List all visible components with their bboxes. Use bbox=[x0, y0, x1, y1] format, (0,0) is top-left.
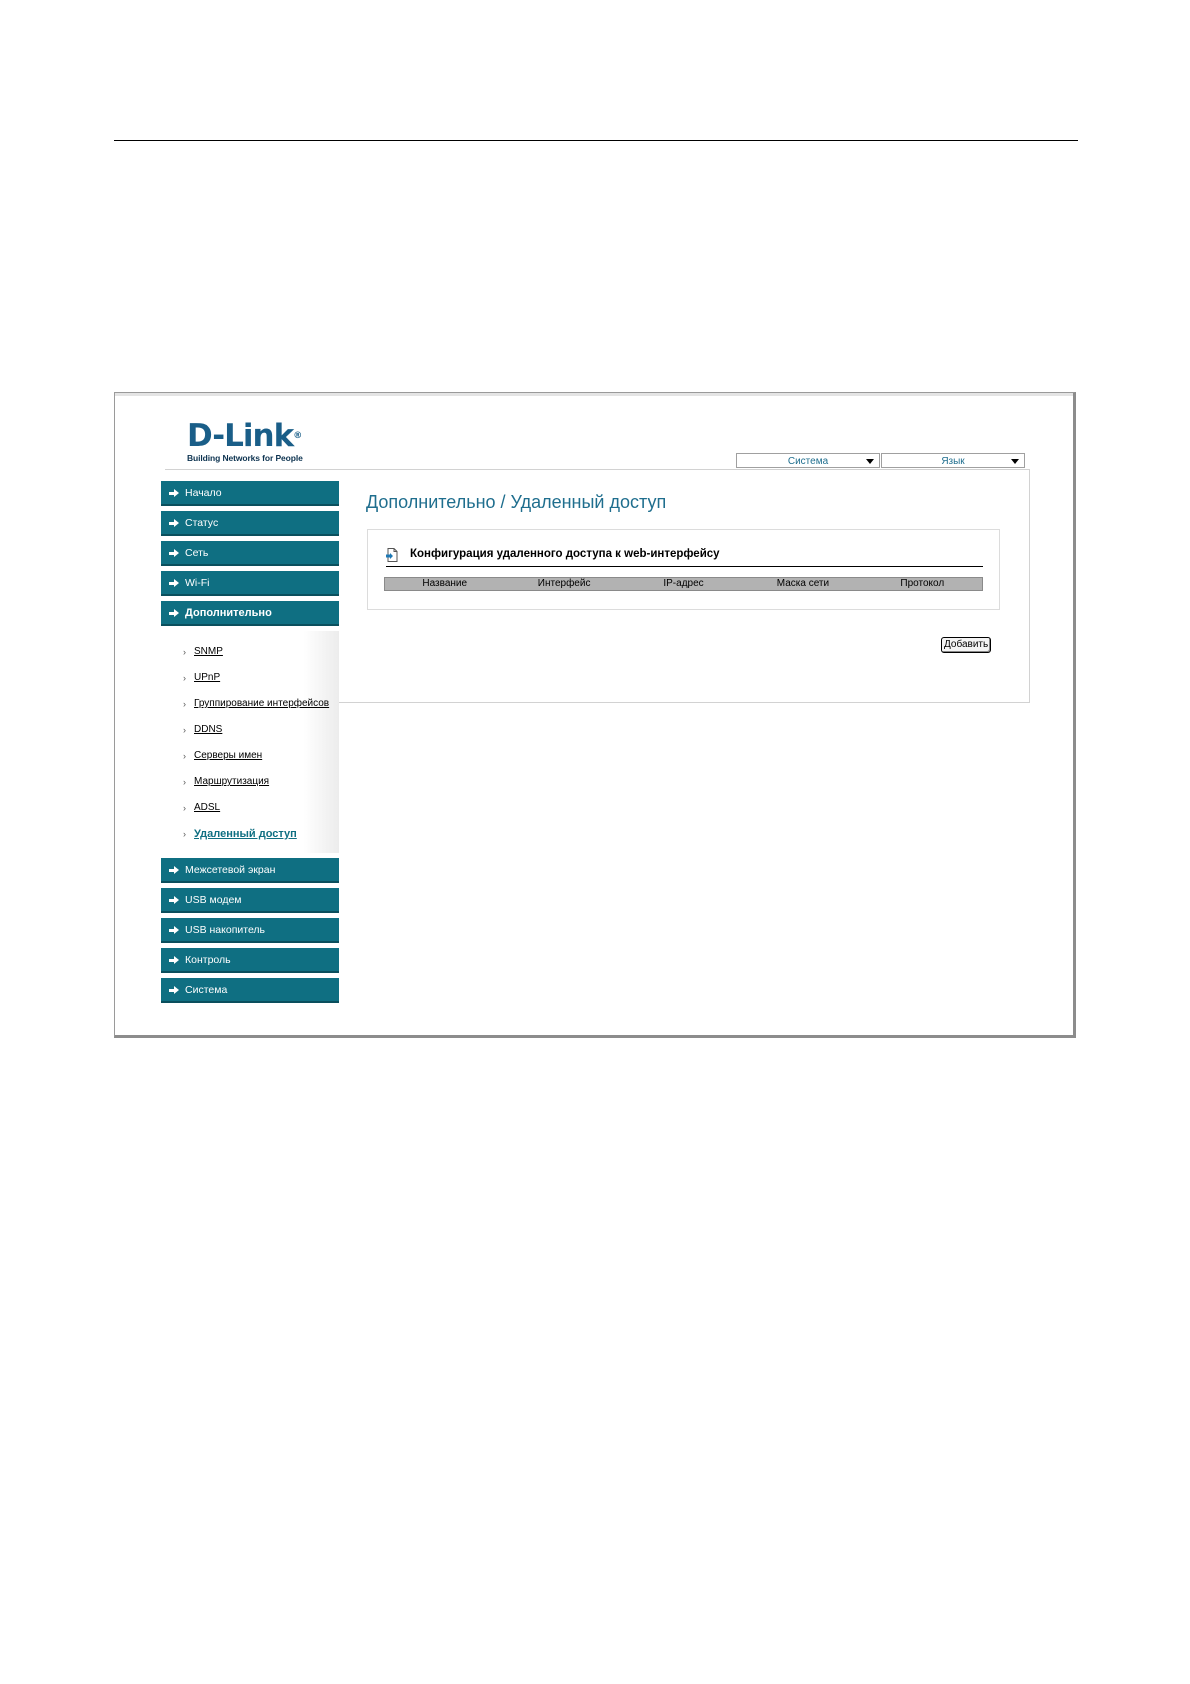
sidebar-item-home[interactable] bbox=[161, 481, 339, 506]
submenu-link[interactable]: Группирование интерфейсов bbox=[194, 698, 330, 709]
arrow-right-icon bbox=[169, 926, 179, 935]
sidebar-item-label: Сеть bbox=[185, 547, 209, 559]
sidebar-item-usb-storage[interactable] bbox=[161, 918, 339, 943]
sidebar-item-label: Wi-Fi bbox=[185, 577, 210, 589]
dlink-logo bbox=[187, 418, 303, 463]
arrow-right-icon bbox=[169, 549, 179, 558]
router-web-interface bbox=[114, 392, 1076, 1038]
sidebar-item-status[interactable] bbox=[161, 511, 339, 536]
submenu-item-upnp bbox=[161, 665, 339, 691]
submenu-item-remote-access bbox=[161, 821, 339, 847]
logo-registered-mark: ® bbox=[293, 431, 303, 441]
logo-tagline: Building Networks for People bbox=[187, 453, 303, 463]
submenu-item-interface-grouping bbox=[161, 691, 339, 717]
sidebar-item-advanced[interactable] bbox=[161, 601, 339, 626]
sidebar-item-firewall[interactable] bbox=[161, 858, 339, 883]
language-dropdown-label: Язык bbox=[941, 456, 965, 467]
system-dropdown-label: Система bbox=[787, 456, 829, 467]
column-header-protocol: Протокол bbox=[900, 578, 945, 589]
bullet-icon: › bbox=[183, 777, 186, 787]
sidebar-item-wifi[interactable] bbox=[161, 571, 339, 596]
submenu-item-snmp bbox=[161, 639, 339, 665]
submenu-link[interactable]: ADSL bbox=[194, 802, 221, 813]
sidebar-item-label: USB модем bbox=[185, 894, 242, 906]
arrow-right-icon bbox=[169, 896, 179, 905]
add-button[interactable]: Добавить bbox=[941, 637, 991, 653]
submenu-item-adsl bbox=[161, 795, 339, 821]
column-header-netmask: Маска сети bbox=[776, 578, 830, 589]
submenu-item-routing bbox=[161, 769, 339, 795]
sidebar-item-label: Система bbox=[185, 984, 228, 996]
chevron-down-icon bbox=[866, 459, 874, 464]
sidebar-item-label: Межсетевой экран bbox=[185, 864, 276, 876]
page-title: Дополнительно / Удаленный доступ bbox=[366, 492, 667, 512]
bullet-icon: › bbox=[183, 803, 186, 813]
table-header bbox=[384, 577, 983, 591]
bullet-icon: › bbox=[183, 751, 186, 761]
document-icon bbox=[386, 548, 398, 562]
column-header-ip: IP-адрес bbox=[663, 578, 704, 589]
system-dropdown[interactable] bbox=[736, 453, 880, 468]
advanced-submenu bbox=[161, 631, 339, 853]
page-header-rule bbox=[114, 140, 1078, 141]
bullet-icon: › bbox=[183, 673, 186, 683]
sidebar-item-label: Статус bbox=[185, 517, 219, 529]
bullet-icon: › bbox=[183, 829, 186, 839]
submenu-link[interactable]: Маршрутизация bbox=[194, 776, 270, 787]
remote-access-panel bbox=[367, 529, 1000, 610]
submenu-link[interactable]: UPnP bbox=[194, 672, 221, 683]
bullet-icon: › bbox=[183, 699, 186, 709]
chevron-down-icon bbox=[1011, 459, 1019, 464]
sidebar-item-usb-modem[interactable] bbox=[161, 888, 339, 913]
arrow-right-icon bbox=[169, 609, 179, 618]
submenu-link[interactable]: SNMP bbox=[194, 646, 223, 657]
sidebar-item-label: Контроль bbox=[185, 954, 231, 966]
panel-title: Конфигурация удаленного доступа к web-интерфейсу bbox=[410, 548, 720, 560]
submenu-link[interactable]: Удаленный доступ bbox=[194, 828, 297, 840]
submenu-link[interactable]: Серверы имен bbox=[194, 750, 263, 761]
sidebar-item-label: USB накопитель bbox=[185, 924, 266, 936]
arrow-right-icon bbox=[169, 489, 179, 498]
panel-header bbox=[386, 547, 983, 567]
column-header-name: Название bbox=[422, 578, 468, 589]
arrow-right-icon bbox=[169, 986, 179, 995]
sidebar-item-network[interactable] bbox=[161, 541, 339, 566]
sidebar-item-label: Дополнительно bbox=[185, 607, 272, 619]
submenu-item-name-servers bbox=[161, 743, 339, 769]
main-content bbox=[339, 469, 1030, 703]
arrow-right-icon bbox=[169, 519, 179, 528]
sidebar-menu bbox=[161, 481, 339, 1008]
bullet-icon: › bbox=[183, 647, 186, 657]
bullet-icon: › bbox=[183, 725, 186, 735]
sidebar-item-label: Начало bbox=[185, 487, 222, 499]
submenu-item-ddns bbox=[161, 717, 339, 743]
arrow-right-icon bbox=[169, 579, 179, 588]
submenu-link[interactable]: DDNS bbox=[194, 724, 223, 735]
sidebar-item-control[interactable] bbox=[161, 948, 339, 973]
sidebar-item-system[interactable] bbox=[161, 978, 339, 1003]
column-header-interface: Интерфейс bbox=[537, 578, 591, 589]
arrow-right-icon bbox=[169, 956, 179, 965]
logo-text: D-Link bbox=[187, 418, 294, 454]
arrow-right-icon bbox=[169, 866, 179, 875]
language-dropdown[interactable] bbox=[881, 453, 1025, 468]
